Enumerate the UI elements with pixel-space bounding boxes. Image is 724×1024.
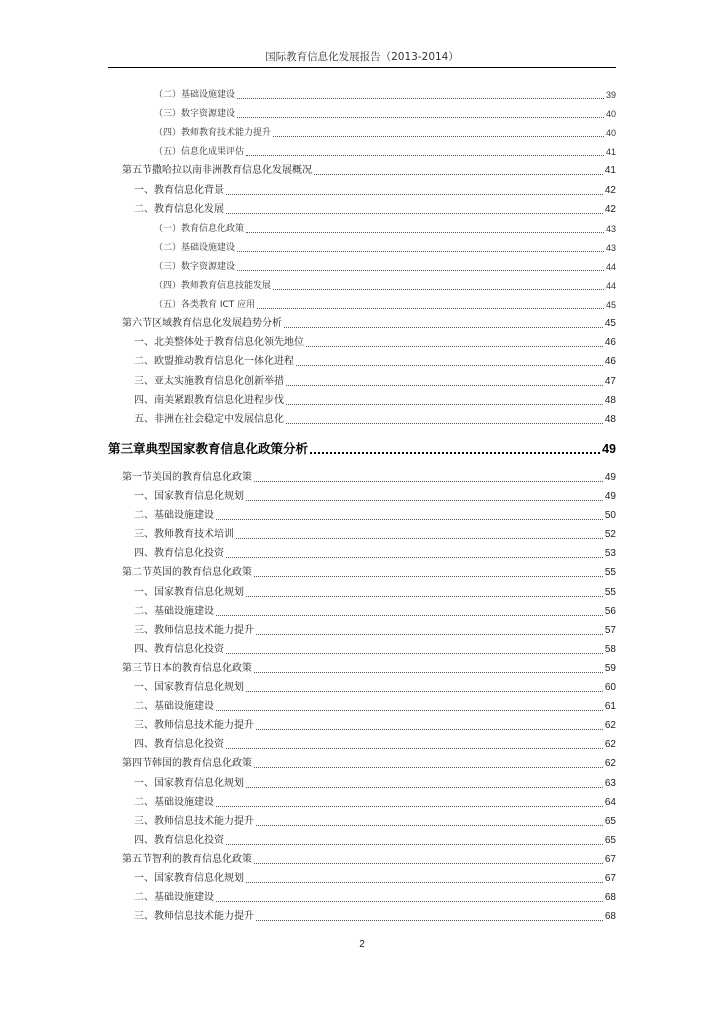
toc-page-number: 56 <box>604 605 616 617</box>
toc-page-number: 58 <box>604 643 616 655</box>
toc-dot-leader <box>254 576 603 577</box>
toc-page-number: 42 <box>604 184 616 196</box>
toc-page-number: 49 <box>604 471 616 483</box>
toc-page-number: 45 <box>605 300 616 311</box>
toc-entry[interactable] <box>134 508 616 524</box>
toc-dot-leader <box>256 825 603 826</box>
toc-page-number: 44 <box>605 261 616 272</box>
toc-page-number: 55 <box>604 586 616 598</box>
toc-entry-label: 二、教育信息化发展 <box>134 203 224 215</box>
toc-entry-label: 一、国家教育信息化规划 <box>134 682 244 693</box>
toc-entry-label: 三、教师信息技术能力提升 <box>134 624 254 636</box>
toc-entry[interactable] <box>134 546 616 562</box>
toc-page-number: 63 <box>604 777 616 789</box>
toc-dot-leader <box>216 710 603 711</box>
toc-entry[interactable] <box>134 795 616 811</box>
toc-dot-leader <box>246 596 603 597</box>
toc-page-number: 53 <box>604 548 616 560</box>
toc-entry-label: （二）基础设施建设 <box>154 242 236 253</box>
toc-entry[interactable] <box>134 909 616 925</box>
toc-page-number: 64 <box>604 796 616 808</box>
toc-page-number: 40 <box>605 109 616 120</box>
toc-dot-leader <box>254 672 603 673</box>
toc-entry-label: 四、教育信息化投资 <box>134 739 224 751</box>
toc-page-number: 40 <box>605 128 616 139</box>
toc-dot-leader <box>246 500 603 501</box>
toc-page-number: 45 <box>604 318 616 330</box>
toc-entry[interactable] <box>154 106 616 122</box>
toc-entry[interactable] <box>154 144 616 160</box>
toc-entry-label: 三、教师教育技术培训 <box>134 529 234 541</box>
toc-entry-label: 一、国家教育信息化规划 <box>134 491 244 502</box>
toc-page-number: 55 <box>604 567 616 579</box>
toc-dot-leader <box>246 232 604 233</box>
toc-section-entry[interactable] <box>122 316 616 332</box>
toc-dot-leader <box>246 691 603 692</box>
toc-entry[interactable] <box>134 374 616 390</box>
running-header: 国际教育信息化发展报告（2013-2014） <box>265 51 459 63</box>
toc-dot-leader <box>254 767 603 768</box>
toc-entry[interactable] <box>134 393 616 409</box>
toc-entry[interactable] <box>134 871 616 887</box>
toc-dot-leader <box>216 615 603 616</box>
toc-page-number: 47 <box>604 375 616 387</box>
toc-entry-label: 三、教师信息技术能力提升 <box>134 911 254 923</box>
toc-entry-label: 第一节美国的教育信息化政策 <box>122 471 252 483</box>
toc-page-number: 61 <box>604 701 616 713</box>
toc-entry-label: 一、国家教育信息化规划 <box>134 777 244 789</box>
toc-entry-label: 第五节撒哈拉以南非洲教育信息化发展概况 <box>122 165 312 177</box>
toc-page-number: 48 <box>604 394 616 406</box>
toc-dot-leader <box>216 806 603 807</box>
toc-entry-label: 三、亚太实施教育信息化创新举措 <box>134 375 284 387</box>
toc-entry-label: 第二节英国的教育信息化政策 <box>122 567 252 579</box>
toc-section-entry[interactable] <box>122 756 616 772</box>
toc-page-number: 68 <box>604 911 616 923</box>
toc-entry[interactable] <box>154 240 616 256</box>
toc-entry-label: （五）各类教育 ICT 应用 <box>154 300 256 311</box>
toc-entry[interactable] <box>134 699 616 715</box>
toc-entry-label: 二、基础设施建设 <box>134 796 214 808</box>
toc-dot-leader <box>273 289 604 290</box>
toc-page-number: 46 <box>604 356 616 368</box>
toc-dot-leader <box>216 901 603 902</box>
toc-entry[interactable] <box>134 776 616 792</box>
toc-dot-leader <box>237 98 604 99</box>
toc-entry-label: （三）数字资源建设 <box>154 109 236 120</box>
toc-entry[interactable] <box>134 623 616 639</box>
toc-entry-label: 一、教育信息化背景 <box>134 184 224 196</box>
toc-page-number: 46 <box>604 337 616 349</box>
toc-entry[interactable] <box>154 125 616 141</box>
toc-entry-label: （一）教育信息化政策 <box>154 223 245 234</box>
toc-page-number: 41 <box>605 147 616 158</box>
toc-page-number: 49 <box>602 441 616 456</box>
toc-dot-leader <box>256 920 603 921</box>
toc-dot-leader <box>286 385 603 386</box>
toc-page-number: 65 <box>604 815 616 827</box>
toc-entry-label: 二、基础设施建设 <box>134 605 214 617</box>
toc-entry-label: 一、国家教育信息化规划 <box>134 586 244 598</box>
toc-entry-label: 第三章典型国家教育信息化政策分析 <box>108 440 309 456</box>
toc-entry-label: 第六节区域教育信息化发展趋势分析 <box>122 318 282 330</box>
toc-entry[interactable] <box>134 527 616 543</box>
toc-chapter-entry[interactable] <box>108 439 616 459</box>
toc-page-number: 50 <box>604 510 616 522</box>
toc-entry-label: 三、教师信息技术能力提升 <box>134 720 254 732</box>
toc-entry[interactable] <box>134 354 616 370</box>
toc-entry-label: 四、教育信息化投资 <box>134 548 224 560</box>
toc-dot-leader <box>237 251 604 252</box>
toc-dot-leader <box>246 882 603 883</box>
toc-page-number: 43 <box>605 242 616 253</box>
toc-dot-leader <box>246 787 603 788</box>
toc-entry-label: （五）信息化成果评估 <box>154 147 245 158</box>
toc-dot-leader <box>226 844 603 845</box>
toc-page-number: 42 <box>604 203 616 215</box>
toc-page-number: 65 <box>604 834 616 846</box>
toc-dot-leader <box>226 194 603 195</box>
toc-entry-label: 一、北美整体处于教育信息化领先地位 <box>134 337 304 349</box>
toc-page-number: 60 <box>604 682 616 693</box>
toc-entry[interactable] <box>134 585 616 601</box>
toc-page-number: 67 <box>604 873 616 884</box>
toc-dot-leader <box>256 634 603 635</box>
toc-entry[interactable] <box>134 890 616 906</box>
toc-dot-leader <box>286 423 603 424</box>
toc-section-entry[interactable] <box>122 661 616 677</box>
toc-dot-leader <box>314 174 603 175</box>
toc-entry-label: （二）基础设施建设 <box>154 90 236 100</box>
toc-dot-leader <box>216 519 603 520</box>
toc-page-number: 41 <box>604 165 616 177</box>
toc-entry-label: 二、基础设施建设 <box>134 892 214 904</box>
toc-entry-label: （三）数字资源建设 <box>154 261 236 272</box>
toc-entry-label: 四、教育信息化投资 <box>134 834 224 846</box>
toc-entry-label: 二、基础设施建设 <box>134 510 214 522</box>
toc-dot-leader <box>254 863 603 864</box>
toc-section-entry[interactable] <box>122 565 616 581</box>
toc-entry[interactable] <box>134 718 616 734</box>
toc-page-number: 62 <box>604 739 616 751</box>
toc-entry[interactable] <box>134 335 616 351</box>
toc-entry-label: （四）教师教育技术能力提升 <box>154 128 272 139</box>
header-rule <box>108 67 616 68</box>
toc-dot-leader <box>226 748 603 749</box>
toc-page-number: 62 <box>604 758 616 770</box>
toc-entry[interactable] <box>154 221 616 237</box>
page-number: 2 <box>359 939 365 950</box>
toc-entry-label: 第四节韩国的教育信息化政策 <box>122 758 252 770</box>
toc-dot-leader <box>306 346 603 347</box>
toc-section-entry[interactable] <box>122 852 616 868</box>
toc-entry-label: 二、欧盟推动教育信息化一体化进程 <box>134 356 294 368</box>
toc-dot-leader <box>246 155 604 156</box>
toc-entry[interactable] <box>134 202 616 218</box>
toc-entry[interactable] <box>134 833 616 849</box>
toc-entry[interactable] <box>154 278 616 294</box>
toc-dot-leader <box>286 404 603 405</box>
toc-entry-label: 四、教育信息化投资 <box>134 643 224 655</box>
toc-dot-leader <box>236 538 603 539</box>
toc-page-number: 44 <box>605 281 616 291</box>
toc-entry[interactable] <box>134 642 616 658</box>
toc-entry[interactable] <box>134 412 616 428</box>
toc-entry-label: 五、非洲在社会稳定中发展信息化 <box>134 413 284 425</box>
toc-dot-leader <box>296 365 603 366</box>
toc-entry[interactable] <box>154 87 616 103</box>
toc-entry-label: 第五节智利的教育信息化政策 <box>122 853 252 865</box>
toc-dot-leader <box>254 481 603 482</box>
toc-page-number: 68 <box>604 892 616 904</box>
toc-page-number: 52 <box>604 529 616 541</box>
toc-dot-leader <box>226 213 603 214</box>
toc-entry[interactable] <box>134 489 616 505</box>
toc-page-number: 43 <box>605 223 616 234</box>
toc-page-number: 39 <box>605 90 616 100</box>
toc-page-number: 62 <box>604 720 616 732</box>
toc-page-number: 49 <box>604 491 616 502</box>
toc-page-number: 57 <box>604 624 616 636</box>
toc-entry[interactable] <box>134 183 616 199</box>
toc-page-number: 67 <box>604 853 616 865</box>
toc-section-entry[interactable] <box>122 163 616 179</box>
toc-entry[interactable] <box>134 680 616 696</box>
toc-dot-leader <box>237 270 604 271</box>
toc-entry-label: （四）教师教育信息技能发展 <box>154 281 272 291</box>
toc-dot-leader <box>226 653 603 654</box>
toc-entry-label: 二、基础设施建设 <box>134 701 214 713</box>
toc-dot-leader <box>256 729 603 730</box>
toc-dot-leader <box>273 136 604 137</box>
toc-entry[interactable] <box>154 259 616 275</box>
toc-entry-label: 第三节日本的教育信息化政策 <box>122 662 252 674</box>
toc-dot-leader <box>310 452 600 454</box>
toc-dot-leader <box>226 557 603 558</box>
toc-page-number: 59 <box>604 662 616 674</box>
toc-entry-label: 三、教师信息技术能力提升 <box>134 815 254 827</box>
toc-entry[interactable] <box>134 814 616 830</box>
toc-dot-leader <box>257 308 604 309</box>
toc-entry[interactable] <box>134 604 616 620</box>
toc-entry-label: 一、国家教育信息化规划 <box>134 873 244 884</box>
toc-entry[interactable] <box>134 737 616 753</box>
toc-entry-label: 四、南美紧跟教育信息化进程步伐 <box>134 394 284 406</box>
toc-entry[interactable] <box>154 297 616 313</box>
toc-section-entry[interactable] <box>122 470 616 486</box>
toc-page-number: 48 <box>604 413 616 425</box>
toc-dot-leader <box>284 327 603 328</box>
toc-dot-leader <box>237 117 604 118</box>
